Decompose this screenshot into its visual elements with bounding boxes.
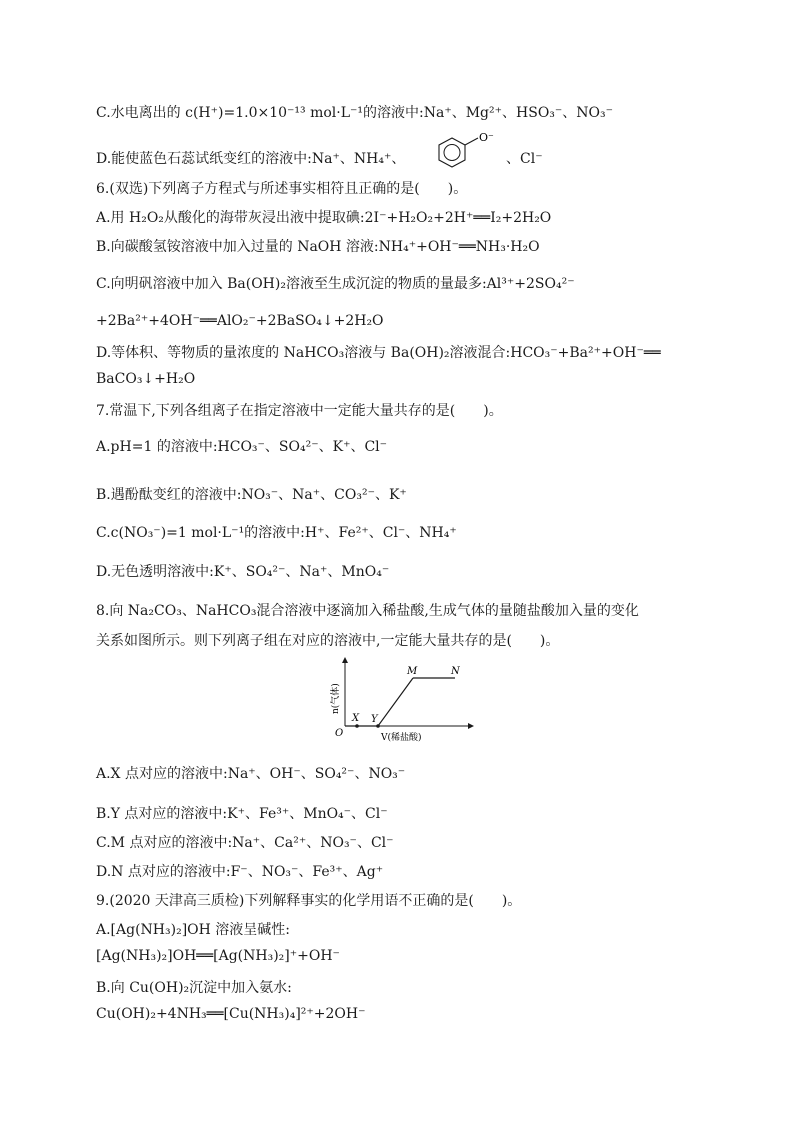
x-axis-label: V(稀盐酸): [381, 733, 422, 743]
text-line: C.c(NO₃⁻)=1 mol·L⁻¹的溶液中:H⁺、Fe²⁺、Cl⁻、NH₄⁺: [96, 525, 457, 541]
text-line: 关系如图所示。则下列离子组在对应的溶液中,一定能大量共存的是( )。: [96, 633, 560, 649]
text-line: A.pH=1 的溶液中:HCO₃⁻、SO₄²⁻、K⁺、Cl⁻: [96, 439, 388, 455]
origin-label: O: [335, 728, 344, 739]
text-line: 7.常温下,下列各组离子在指定溶液中一定能大量共存的是( )。: [96, 403, 503, 419]
label-x: X: [352, 713, 360, 724]
gas-volume-graph: [325, 656, 475, 746]
text-line: B.遇酚酞变红的溶液中:NO₃⁻、Na⁺、CO₃²⁻、K⁺: [96, 487, 407, 503]
oxide-label: O⁻: [479, 132, 494, 144]
text-line: D.能使蓝色石蕊试纸变红的溶液中:Na⁺、NH₄⁺、: [96, 151, 406, 167]
phenoxide-structure: [432, 132, 502, 176]
text-line: D.N 点对应的溶液中:F⁻、NO₃⁻、Fe³⁺、Ag⁺: [96, 864, 384, 880]
text-line: D.等体积、等物质的量浓度的 NaHCO₃溶液与 Ba(OH)₂溶液混合:HCO₃⁻+Ba²⁺+OH⁻══: [96, 345, 661, 361]
text-line: 、Cl⁻: [506, 151, 543, 167]
text-line: A.X 点对应的溶液中:Na⁺、OH⁻、SO₄²⁻、NO₃⁻: [96, 766, 406, 782]
text-line: A.[Ag(NH₃)₂]OH 溶液呈碱性:: [96, 922, 291, 938]
text-line: A.用 H₂O₂从酸化的海带灰浸出液中提取碘:2I⁻+H₂O₂+2H⁺══I₂+2H₂O: [96, 210, 552, 226]
text-line: B.向碳酸氢铵溶液中加入过量的 NaOH 溶液:NH₄⁺+OH⁻══NH₃·H₂O: [96, 239, 540, 255]
text-line: 6.(双选)下列离子方程式与所述事实相符且正确的是( )。: [96, 181, 468, 197]
label-n: N: [451, 666, 460, 677]
text-line: C.M 点对应的溶液中:Na⁺、Ca²⁺、NO₃⁻、Cl⁻: [96, 835, 394, 851]
y-axis-label: n(气体): [331, 683, 341, 714]
label-y: Y: [371, 714, 378, 725]
text-line: C.向明矾溶液中加入 Ba(OH)₂溶液至生成沉淀的物质的量最多:Al³⁺+2SO₄²⁻: [96, 276, 575, 292]
text-line: 9.(2020 天津高三质检)下列解释事实的化学用语不正确的是( )。: [96, 893, 522, 909]
text-line: B.向 Cu(OH)₂沉淀中加入氨水:: [96, 980, 292, 996]
text-line: +2Ba²⁺+4OH⁻══AlO₂⁻+2BaSO₄↓+2H₂O: [96, 313, 384, 329]
text-line: 8.向 Na₂CO₃、NaHCO₃混合溶液中逐滴加入稀盐酸,生成气体的量随盐酸加入量的变化: [96, 603, 639, 619]
text-line: Cu(OH)₂+4NH₃══[Cu(NH₃)₄]²⁺+2OH⁻: [96, 1006, 366, 1022]
aromatic-circle: [444, 145, 460, 161]
text-line: BaCO₃↓+H₂O: [96, 371, 196, 387]
benzene-ring: [439, 138, 465, 167]
label-m: M: [407, 666, 418, 677]
text-line: C.水电离出的 c(H⁺)=1.0×10⁻¹³ mol·L⁻¹的溶液中:Na⁺、Mg²⁺、HSO₃⁻、NO₃⁻: [96, 105, 614, 121]
point-x: [355, 724, 359, 728]
text-line: B.Y 点对应的溶液中:K⁺、Fe³⁺、MnO₄⁻、Cl⁻: [96, 806, 388, 822]
text-line: [Ag(NH₃)₂]OH══[Ag(NH₃)₂]⁺+OH⁻: [96, 948, 340, 964]
curve-rise: [378, 678, 413, 726]
text-line: D.无色透明溶液中:K⁺、SO₄²⁻、Na⁺、MnO₄⁻: [96, 564, 390, 580]
